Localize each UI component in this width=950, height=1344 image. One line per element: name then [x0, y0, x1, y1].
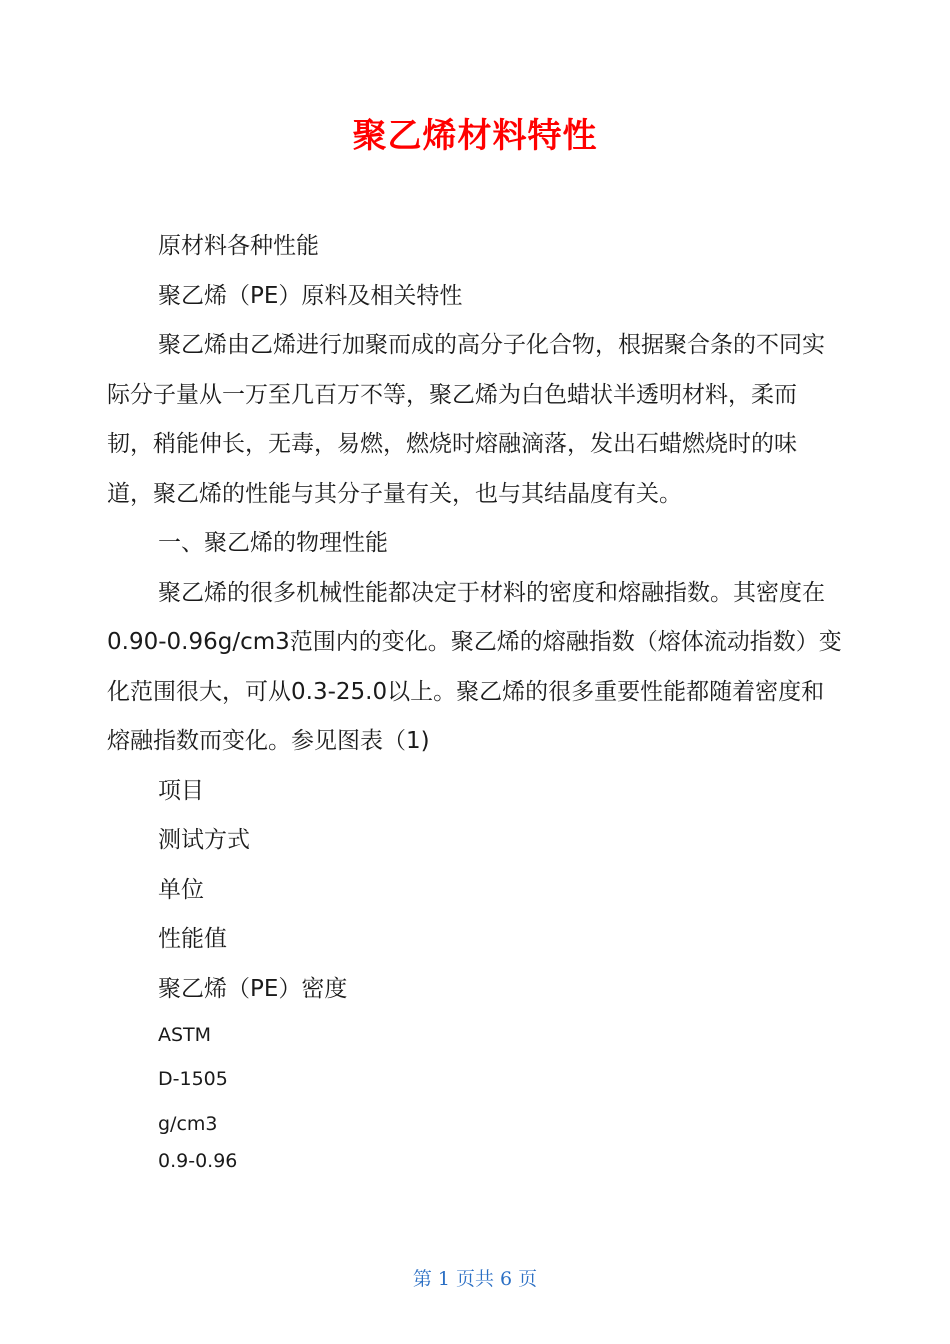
paragraph-physical-properties: 聚乙烯的很多机械性能都决定于材料的密度和熔融指数。其密度在0.90-0.96g/cm3范围内的变化。聚乙烯的熔融指数（熔体流动指数）变化范围很大，可从0.3-25.0以上。聚乙烯的很多重要性能都随着密度和熔融指数而变化。参见图表（1)	[107, 579, 842, 754]
table-cell-value: 0.9-0.96	[158, 1150, 238, 1172]
paragraph-section-physical: 一、聚乙烯的物理性能	[158, 530, 388, 556]
table-cell-unit: g/cm3	[158, 1113, 218, 1135]
paragraph-heading-pe: 聚乙烯（PE）原料及相关特性	[158, 282, 463, 309]
table-header-unit: 单位	[158, 876, 204, 903]
table-header-value: 性能值	[158, 926, 227, 952]
page-footer: 第 1 页共 6 页	[412, 1268, 538, 1290]
table-cell-standard: ASTM	[158, 1024, 212, 1046]
table-cell-method: D-1505	[158, 1068, 228, 1090]
table-header-test-method: 测试方式	[158, 827, 250, 853]
document-body	[107, 222, 842, 1014]
paragraph-heading-materials: 原材料各种性能	[158, 233, 319, 259]
table-header-item: 项目	[158, 777, 204, 804]
table-row-density-label: 聚乙烯（PE）密度	[158, 975, 348, 1002]
paragraph-intro: 聚乙烯由乙烯进行加聚而成的高分子化合物，根据聚合条的不同实际分子量从一万至几百万不等，聚乙烯为白色蜡状半透明材料，柔而韧，稍能伸长，无毒，易燃，燃烧时熔融滴落，发出石蜡燃烧时的味道，聚乙烯的性能与其分子量有关，也与其结晶度有关。	[107, 332, 825, 507]
document-title: 聚乙烯材料特性	[352, 116, 598, 156]
